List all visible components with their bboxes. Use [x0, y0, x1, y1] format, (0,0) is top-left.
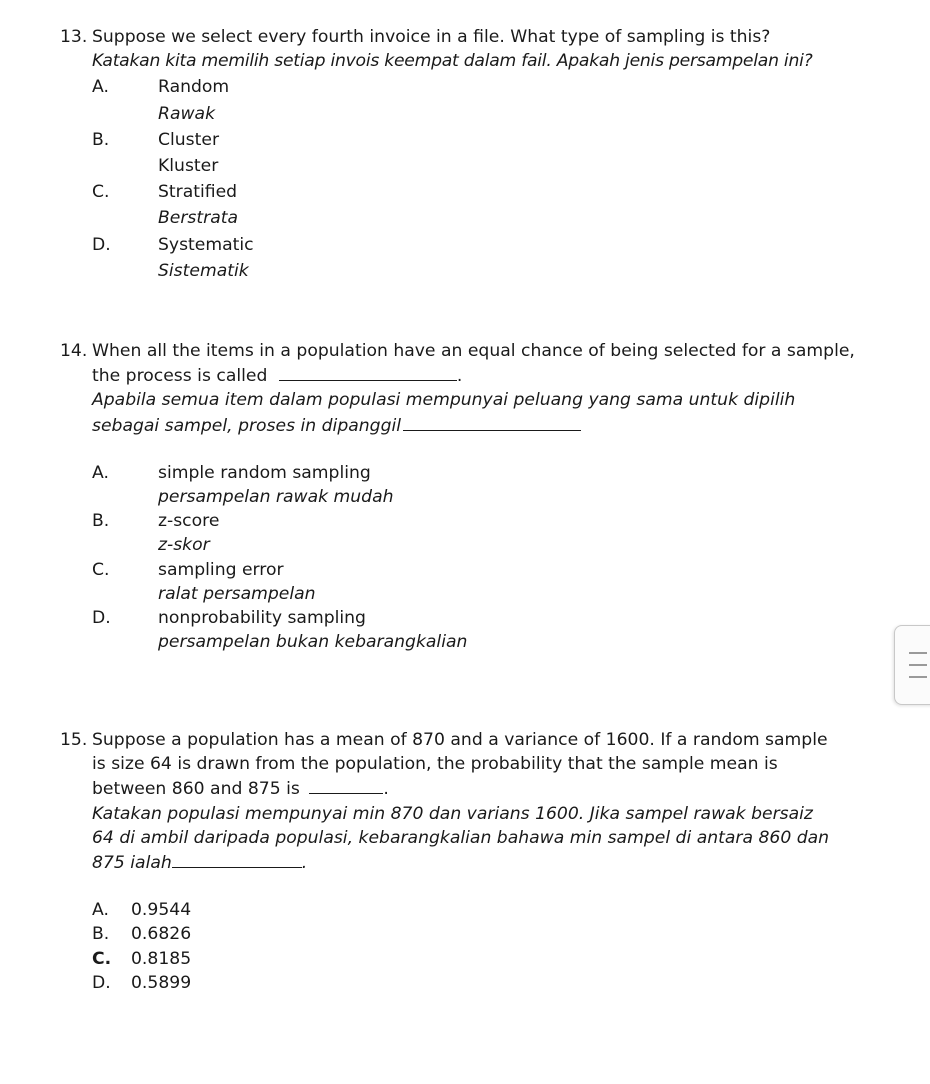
- option-text-en: Systematic: [158, 234, 254, 255]
- option-letter: B.: [92, 511, 110, 532]
- question-text-en-line-1: Suppose a population has a mean of 870 and a variance of 1600. If a random sample: [92, 730, 828, 750]
- options-list: [92, 75, 860, 283]
- options-list: [92, 461, 860, 655]
- question-text-en-line-2: [92, 363, 860, 388]
- option-letter: D.: [92, 234, 111, 255]
- question-text-en-line-2: is size 64 is drawn from the population, the probability that the sample mean is: [92, 754, 778, 775]
- hamburger-icon: [909, 664, 927, 666]
- option-letter: C.: [92, 559, 110, 580]
- answer-blank: [279, 363, 457, 381]
- question-15: [60, 728, 860, 995]
- question-text-ms-line-3: [92, 850, 860, 875]
- option-c[interactable]: [92, 180, 860, 232]
- scroll-handle[interactable]: [894, 625, 930, 705]
- question-text: [92, 339, 860, 438]
- option-value: 0.6826: [131, 924, 192, 945]
- options-list: [92, 898, 860, 995]
- option-text-ms: persampelan bukan kebarangkalian: [158, 632, 468, 653]
- option-letter: D.: [92, 608, 111, 629]
- option-b[interactable]: [92, 128, 860, 180]
- question-14: [60, 339, 860, 654]
- question-text-ms-line-1: Katakan populasi mempunyai min 870 dan varians 1600. Jika sampel rawak bersaiz: [92, 803, 813, 824]
- option-text-en: sampling error: [158, 559, 284, 580]
- option-letter: A.: [92, 462, 109, 483]
- question-text: [92, 25, 860, 73]
- option-a[interactable]: [92, 461, 860, 509]
- option-c[interactable]: [92, 947, 860, 971]
- question-text-en: Suppose we select every fourth invoice in a file. What type of sampling is this?: [92, 27, 771, 47]
- hamburger-icon: [909, 652, 927, 654]
- option-b[interactable]: [92, 509, 860, 557]
- question-text-en-line-3-text: between 860 and 875 is: [92, 779, 300, 800]
- option-b[interactable]: [92, 922, 860, 946]
- option-letter: B.: [92, 129, 110, 150]
- answer-blank: [309, 776, 383, 794]
- question-text-ms-line-3-text: 875 ialah: [92, 853, 172, 874]
- question-number: 13.: [60, 27, 88, 47]
- option-text-en: simple random sampling: [158, 462, 371, 483]
- option-text-en: Stratified: [158, 182, 238, 203]
- answer-blank: [172, 850, 302, 868]
- question-text: [92, 728, 860, 875]
- option-text-ms: persampelan rawak mudah: [158, 487, 394, 508]
- option-letter: D.: [92, 972, 111, 993]
- option-value: 0.9544: [131, 900, 192, 921]
- sentence-end: .: [456, 366, 463, 387]
- option-value: 0.5899: [131, 972, 192, 993]
- question-13-header: [60, 25, 860, 73]
- option-text-en: Cluster: [158, 129, 220, 150]
- option-text-en: Random: [158, 77, 230, 98]
- question-text-en-line-3: [92, 776, 860, 801]
- question-13: [60, 25, 860, 283]
- question-text-ms-line-2: 64 di ambil daripada populasi, kebarangkalian bahawa min sampel di antara 860 dan: [92, 827, 830, 848]
- option-letter: B.: [92, 924, 110, 945]
- question-14-header: [60, 339, 860, 438]
- option-letter: A.: [92, 900, 109, 921]
- option-letter: C.: [92, 948, 112, 969]
- question-text-ms-line-2-text: sebagai sampel, proses in dipanggil: [92, 415, 402, 436]
- option-text-en: z-score: [158, 511, 220, 532]
- question-text-en-line-1: When all the items in a population have an equal chance of being selected for a sample,: [92, 341, 855, 361]
- option-text-ms: Kluster: [158, 156, 219, 177]
- option-d[interactable]: [92, 233, 860, 283]
- option-text-ms: Sistematik: [158, 260, 249, 281]
- option-value: 0.8185: [131, 948, 192, 969]
- answer-blank: [403, 413, 581, 431]
- option-text-ms: z-skor: [158, 535, 210, 556]
- hamburger-icon: [909, 676, 927, 678]
- option-d[interactable]: [92, 606, 860, 654]
- option-letter: A.: [92, 77, 109, 98]
- option-a[interactable]: [92, 898, 860, 922]
- question-text-ms: Katakan kita memilih setiap invois keempat dalam fail. Apakah jenis persampelan ini?: [92, 51, 813, 72]
- question-number: 14.: [60, 341, 88, 361]
- option-c[interactable]: [92, 558, 860, 606]
- option-a[interactable]: [92, 75, 860, 127]
- option-text-ms: Rawak: [158, 103, 216, 124]
- sentence-end: .: [383, 779, 389, 800]
- sentence-end: .: [301, 853, 308, 874]
- option-text-ms: ralat persampelan: [158, 583, 316, 604]
- question-text-ms-line-1: Apabila semua item dalam populasi mempunyai peluang yang sama untuk dipilih: [92, 390, 796, 411]
- option-letter: C.: [92, 182, 110, 203]
- option-d[interactable]: [92, 971, 860, 995]
- question-text-ms-line-2: [92, 413, 860, 438]
- question-15-header: [60, 728, 860, 875]
- question-number: 15.: [60, 730, 88, 750]
- option-text-ms: Berstrata: [158, 208, 238, 229]
- option-text-en: nonprobability sampling: [158, 608, 366, 629]
- question-text-en-line-2-text: the process is called: [92, 366, 268, 387]
